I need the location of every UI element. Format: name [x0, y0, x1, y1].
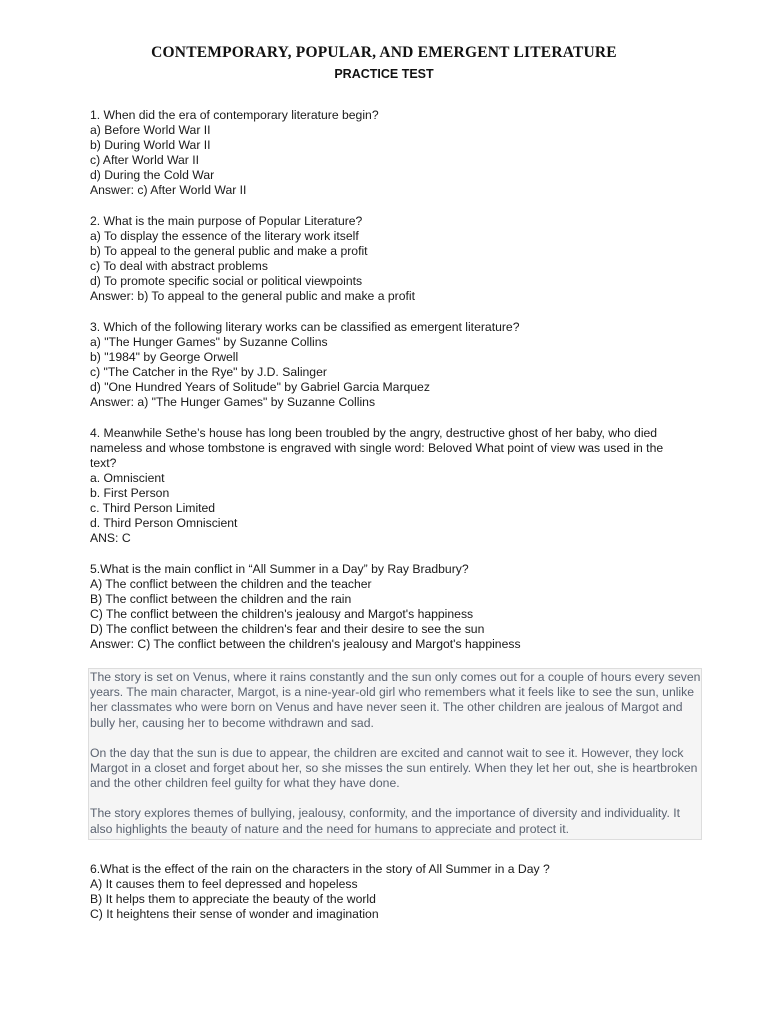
answer-line: Answer: c) After World War II: [90, 183, 247, 197]
question-text: 3. Which of the following literary works can be classified as emergent literature?: [90, 320, 520, 334]
answer-line: Answer: a) "The Hunger Games" by Suzanne Collins: [90, 395, 376, 409]
question-1: [90, 108, 690, 198]
option-c: C) It heightens their sense of wonder and imagination: [90, 906, 379, 921]
option-b: b. First Person: [90, 486, 170, 500]
option-c: c. Third Person Limited: [90, 501, 216, 515]
document-content: [90, 108, 701, 938]
question-text: 2. What is the main purpose of Popular Literature?: [90, 214, 363, 228]
story-summary-box: [88, 668, 702, 840]
option-a: a. Omniscient: [90, 471, 165, 485]
question-4: [90, 426, 690, 546]
option-c: c) "The Catcher in the Rye" by J.D. Salinger: [90, 365, 327, 379]
question-text: 5.What is the main conflict in “All Summer in a Day” by Ray Bradbury?: [90, 562, 469, 576]
option-d: d) During the Cold War: [90, 168, 215, 182]
summary-paragraph: The story explores themes of bullying, jealousy, conformity, and the importance of diversity and individuality. It also highlights the beauty of nature and the need for humans to appreciate and protect it.: [90, 806, 681, 836]
question-6: [90, 862, 690, 922]
summary-paragraph: The story is set on Venus, where it rains constantly and the sun only comes out for a couple of hours every seven years. The main character, Margot, is a nine-year-old girl who remembers what it feels like to see the sun, unlike her classmates who were born on Venus and have never seen it. The other children are jealous of Margot and bully her, causing her to become withdrawn and sad.: [90, 670, 701, 730]
option-c: C) The conflict between the children's jealousy and Margot's happiness: [90, 607, 474, 621]
option-d: d) To promote specific social or political viewpoints: [90, 274, 363, 288]
option-a: a) To display the essence of the literary work itself: [90, 229, 359, 243]
option-b: b) "1984" by George Orwell: [90, 350, 239, 364]
option-b: b) To appeal to the general public and make a profit: [90, 244, 368, 258]
summary-paragraph: On the day that the sun is due to appear, the children are excited and cannot wait to see it. However, they lock Margot in a closet and forget about her, so she misses the sun entirely. When they let her out, she is heartbroken and the other children feel guilty for what they have done.: [90, 745, 698, 791]
option-a: a) "The Hunger Games" by Suzanne Collins: [90, 335, 328, 349]
option-b: b) During World War II: [90, 138, 211, 152]
option-d: d. Third Person Omniscient: [90, 516, 238, 530]
option-c: c) To deal with abstract problems: [90, 259, 268, 273]
option-b: B) The conflict between the children and the rain: [90, 592, 352, 606]
answer-line: Answer: b) To appeal to the general public and make a profit: [90, 289, 415, 303]
question-text: 1. When did the era of contemporary literature begin?: [90, 108, 379, 122]
option-a: A) It causes them to feel depressed and hopeless: [90, 876, 358, 891]
question-2: [90, 214, 690, 304]
document-title: CONTEMPORARY, POPULAR, AND EMERGENT LITERATURE: [151, 44, 617, 61]
answer-line: Answer: C) The conflict between the children's jealousy and Margot's happiness: [90, 637, 521, 651]
question-5: [90, 562, 690, 652]
option-c: c) After World War II: [90, 153, 200, 167]
document-subtitle: PRACTICE TEST: [334, 67, 434, 81]
answer-line: ANS: C: [90, 531, 131, 545]
option-d: D) The conflict between the children's fear and their desire to see the sun: [90, 622, 485, 636]
option-d: d) "One Hundred Years of Solitude" by Gabriel Garcia Marquez: [90, 380, 430, 394]
option-a: A) The conflict between the children and the teacher: [90, 577, 372, 591]
question-text: 4. Meanwhile Sethe’s house has long been troubled by the angry, destructive ghost of her baby, who died nameless and whose tombstone is engraved with single word: Beloved What point of view was used in the text?: [90, 426, 664, 470]
option-a: a) Before World War II: [90, 123, 211, 137]
question-3: [90, 320, 690, 410]
option-b: B) It helps them to appreciate the beauty of the world: [90, 891, 376, 906]
question-text: 6.What is the effect of the rain on the characters in the story of All Summer in a Day ?: [90, 861, 550, 876]
